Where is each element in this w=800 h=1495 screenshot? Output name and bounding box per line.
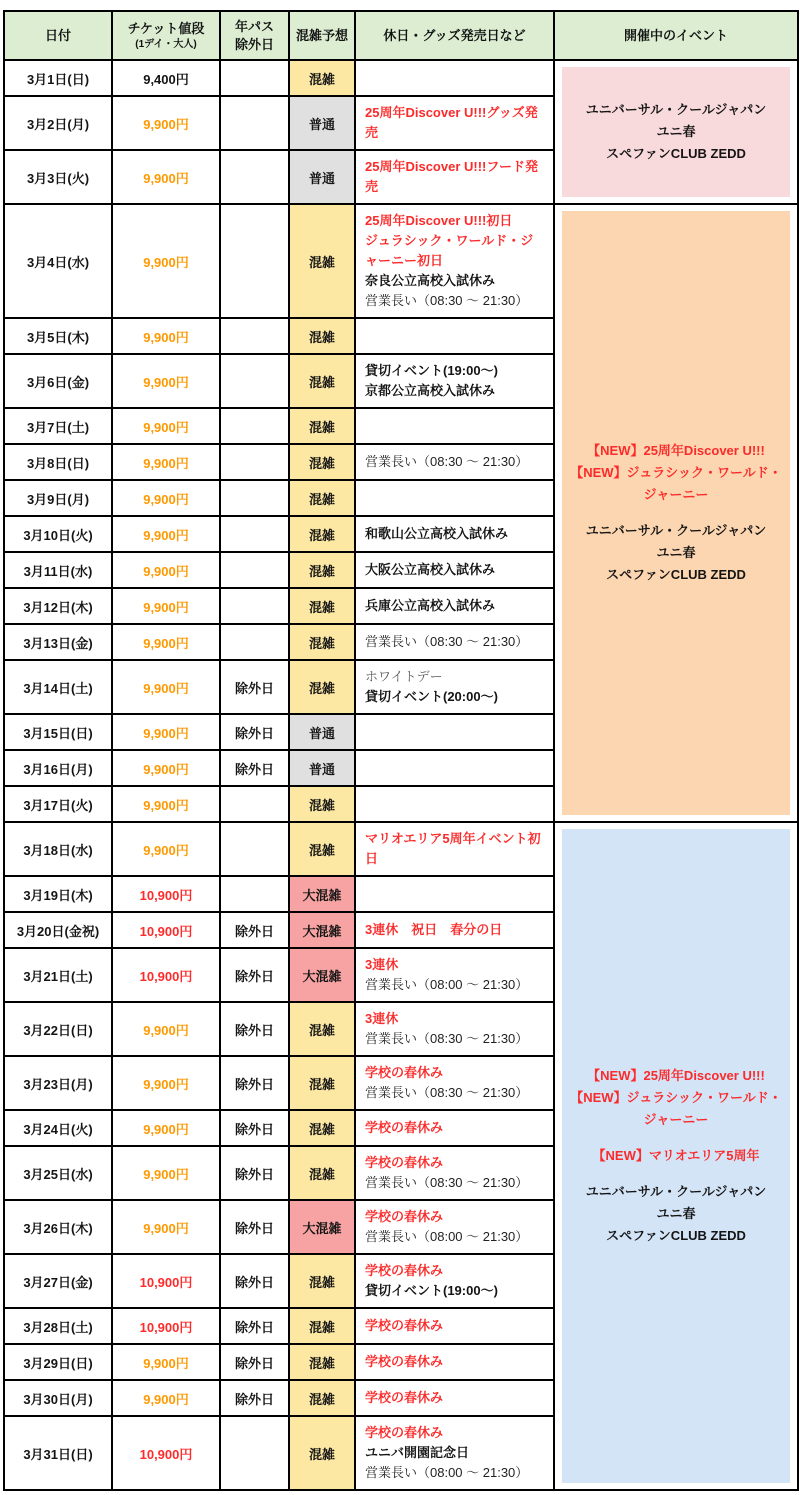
note-line: 学校の春休み: [365, 1354, 444, 1370]
price-cell: 9,900円: [112, 444, 220, 480]
crowd-forecast-cell: 混雑: [289, 354, 355, 408]
col-header-annual-pass-line1: 年パス: [234, 19, 274, 34]
notes-cell: [355, 96, 554, 150]
date-cell: 3月14日(土): [4, 660, 112, 714]
notes-cell: [355, 150, 554, 204]
crowd-forecast-cell: 混雑: [289, 60, 355, 96]
note-line: マリオエリア5周年イベント初日: [365, 831, 541, 867]
notes-cell: [355, 408, 554, 444]
col-header-price-main: チケット値段: [127, 21, 205, 37]
price-cell: 9,900円: [112, 318, 220, 354]
annual-pass-exclusion-cell: [220, 408, 289, 444]
event-block: [562, 829, 790, 1483]
price-cell: 10,900円: [112, 912, 220, 948]
crowd-forecast-cell: 混雑: [289, 1380, 355, 1416]
price-cell: 9,900円: [112, 588, 220, 624]
note-line: 貸切イベント(20:00～): [365, 689, 498, 705]
crowd-forecast-cell: 混雑: [289, 1146, 355, 1200]
note-line: 営業長い（08:00 ～ 21:30）: [365, 1465, 529, 1481]
price-cell: 9,900円: [112, 624, 220, 660]
notes-cell: [355, 552, 554, 588]
price-cell: 10,900円: [112, 876, 220, 912]
date-cell: 3月12日(木): [4, 588, 112, 624]
crowd-forecast-cell: 混雑: [289, 660, 355, 714]
event-line: スペファンCLUB ZEDD: [606, 1228, 746, 1244]
annual-pass-exclusion-cell: [220, 150, 289, 204]
price-cell: 9,900円: [112, 1002, 220, 1056]
date-cell: 3月7日(土): [4, 408, 112, 444]
date-cell: 3月10日(火): [4, 516, 112, 552]
price-cell: 10,900円: [112, 1254, 220, 1308]
date-cell: 3月18日(水): [4, 822, 112, 876]
crowd-forecast-cell: 普通: [289, 150, 355, 204]
annual-pass-exclusion-cell: 除外日: [220, 1200, 289, 1254]
date-cell: 3月30日(月): [4, 1380, 112, 1416]
event-line: 【NEW】マリオエリア5周年: [592, 1148, 760, 1164]
notes-cell: [355, 786, 554, 822]
col-header-annual-pass-line2: 除外日: [234, 36, 274, 52]
note-line: 京都公立高校入試休み: [365, 383, 496, 399]
note-line: 貸切イベント(19:00～): [365, 363, 498, 379]
date-cell: 3月31日(日): [4, 1416, 112, 1490]
crowd-forecast-cell: 混雑: [289, 318, 355, 354]
crowd-forecast-cell: 混雑: [289, 204, 355, 318]
annual-pass-exclusion-cell: 除外日: [220, 750, 289, 786]
notes-cell: [355, 1416, 554, 1490]
note-line: 学校の春休み: [365, 1120, 444, 1136]
annual-pass-exclusion-cell: 除外日: [220, 1056, 289, 1110]
price-cell: 9,900円: [112, 150, 220, 204]
note-line: 貸切イベント(19:00～): [365, 1283, 498, 1299]
annual-pass-exclusion-cell: [220, 552, 289, 588]
price-cell: 9,900円: [112, 552, 220, 588]
price-cell: 9,900円: [112, 96, 220, 150]
note-line: 学校の春休み: [365, 1425, 444, 1441]
event-block: [562, 67, 790, 197]
date-cell: 3月13日(金): [4, 624, 112, 660]
annual-pass-exclusion-cell: [220, 876, 289, 912]
note-line: 学校の春休み: [365, 1155, 444, 1171]
notes-cell: [355, 1200, 554, 1254]
date-cell: 3月22日(日): [4, 1002, 112, 1056]
annual-pass-exclusion-cell: 除外日: [220, 1110, 289, 1146]
annual-pass-exclusion-cell: [220, 786, 289, 822]
date-cell: 3月29日(日): [4, 1344, 112, 1380]
date-cell: 3月26日(木): [4, 1200, 112, 1254]
crowd-forecast-cell: 混雑: [289, 1416, 355, 1490]
event-line: 【NEW】ジュラシック・ワールド・ジャーニー: [570, 1090, 782, 1128]
note-line: 営業長い（08:30 ～ 21:30）: [365, 1175, 529, 1191]
col-header-date: 日付: [4, 11, 112, 60]
annual-pass-exclusion-cell: 除外日: [220, 912, 289, 948]
note-line: 学校の春休み: [365, 1209, 444, 1225]
crowd-forecast-cell: 混雑: [289, 624, 355, 660]
crowd-forecast-cell: 混雑: [289, 1002, 355, 1056]
notes-cell: [355, 876, 554, 912]
annual-pass-exclusion-cell: [220, 204, 289, 318]
price-cell: 9,900円: [112, 480, 220, 516]
event-block: [562, 211, 790, 815]
col-header-annual-pass: [220, 11, 289, 60]
note-line: 学校の春休み: [365, 1065, 444, 1081]
notes-cell: [355, 624, 554, 660]
price-cell: 9,900円: [112, 1200, 220, 1254]
date-cell: 3月8日(日): [4, 444, 112, 480]
date-cell: 3月16日(月): [4, 750, 112, 786]
note-line: 営業長い（08:30 ～ 21:30）: [365, 634, 529, 650]
price-cell: 9,900円: [112, 516, 220, 552]
date-cell: 3月21日(土): [4, 948, 112, 1002]
notes-cell: [355, 1344, 554, 1380]
note-line: 25周年Discover U!!!初日: [365, 213, 513, 229]
col-header-notes: 休日・グッズ発売日など: [355, 11, 554, 60]
date-cell: 3月15日(日): [4, 714, 112, 750]
date-cell: 3月24日(火): [4, 1110, 112, 1146]
price-cell: 9,900円: [112, 750, 220, 786]
crowd-forecast-cell: 混雑: [289, 588, 355, 624]
event-line: ユニ春: [656, 1206, 696, 1222]
crowd-forecast-cell: 大混雑: [289, 912, 355, 948]
event-line: スペファンCLUB ZEDD: [606, 567, 746, 583]
note-line: 3連休: [365, 1011, 399, 1027]
notes-cell: [355, 948, 554, 1002]
note-line: 営業長い（08:30 ～ 21:30）: [365, 293, 529, 309]
notes-cell: [355, 1380, 554, 1416]
annual-pass-exclusion-cell: 除外日: [220, 948, 289, 1002]
col-header-crowd: 混雑予想: [289, 11, 355, 60]
price-cell: 9,900円: [112, 1344, 220, 1380]
note-line: 和歌山公立高校入試休み: [365, 526, 509, 542]
note-line: ホワイトデー: [365, 669, 443, 685]
notes-cell: [355, 1110, 554, 1146]
schedule-table-body: [4, 60, 798, 1490]
event-line: ユニ春: [656, 545, 696, 561]
price-cell: 10,900円: [112, 1416, 220, 1490]
price-cell: 9,900円: [112, 822, 220, 876]
event-line: ユニバーサル・クールジャパン: [585, 102, 767, 118]
date-cell: 3月28日(土): [4, 1308, 112, 1344]
notes-cell: [355, 588, 554, 624]
date-cell: 3月25日(水): [4, 1146, 112, 1200]
price-cell: 9,900円: [112, 714, 220, 750]
annual-pass-exclusion-cell: [220, 96, 289, 150]
event-line: ユニバーサル・クールジャパン: [585, 523, 767, 539]
note-line: 営業長い（08:30 ～ 21:30）: [365, 1085, 529, 1101]
note-line: 学校の春休み: [365, 1390, 444, 1406]
annual-pass-exclusion-cell: 除外日: [220, 1002, 289, 1056]
date-cell: 3月1日(日): [4, 60, 112, 96]
annual-pass-exclusion-cell: [220, 318, 289, 354]
notes-cell: [355, 444, 554, 480]
price-cell: 9,900円: [112, 354, 220, 408]
annual-pass-exclusion-cell: [220, 60, 289, 96]
note-line: 営業長い（08:30 ～ 21:30）: [365, 454, 529, 470]
event-line: スペファンCLUB ZEDD: [606, 146, 746, 162]
events-cell: [554, 204, 798, 822]
note-line: 営業長い（08:30 ～ 21:30）: [365, 1031, 529, 1047]
crowd-forecast-cell: 大混雑: [289, 1200, 355, 1254]
header-row: [4, 11, 798, 60]
date-cell: 3月17日(火): [4, 786, 112, 822]
events-cell: [554, 822, 798, 1490]
crowd-calendar-table: [3, 10, 799, 1491]
note-line: 奈良公立高校入試休み: [365, 273, 496, 289]
date-cell: 3月9日(月): [4, 480, 112, 516]
annual-pass-exclusion-cell: 除外日: [220, 660, 289, 714]
notes-cell: [355, 714, 554, 750]
crowd-forecast-cell: 混雑: [289, 552, 355, 588]
notes-cell: [355, 1146, 554, 1200]
notes-cell: [355, 60, 554, 96]
annual-pass-exclusion-cell: [220, 1416, 289, 1490]
event-line: 【NEW】25周年Discover U!!!: [587, 443, 765, 459]
note-line: 3連休: [365, 957, 399, 973]
date-cell: 3月2日(月): [4, 96, 112, 150]
notes-cell: [355, 750, 554, 786]
events-cell: [554, 60, 798, 204]
annual-pass-exclusion-cell: [220, 822, 289, 876]
note-line: 学校の春休み: [365, 1263, 444, 1279]
note-line: 営業長い（08:00 ～ 21:30）: [365, 977, 529, 993]
col-header-price-sub: (1デイ・大人): [135, 38, 197, 50]
crowd-forecast-cell: 混雑: [289, 516, 355, 552]
col-header-price: [112, 11, 220, 60]
note-line: 3連休 祝日 春分の日: [365, 922, 503, 938]
notes-cell: [355, 1002, 554, 1056]
date-cell: 3月3日(火): [4, 150, 112, 204]
annual-pass-exclusion-cell: [220, 444, 289, 480]
date-cell: 3月19日(木): [4, 876, 112, 912]
note-line: 営業長い（08:00 ～ 21:30）: [365, 1229, 529, 1245]
crowd-forecast-cell: 混雑: [289, 444, 355, 480]
crowd-forecast-cell: 普通: [289, 96, 355, 150]
annual-pass-exclusion-cell: [220, 588, 289, 624]
notes-cell: [355, 1254, 554, 1308]
event-line: 【NEW】25周年Discover U!!!: [587, 1068, 765, 1084]
col-header-events: 開催中のイベント: [554, 11, 798, 60]
notes-cell: [355, 1308, 554, 1344]
annual-pass-exclusion-cell: 除外日: [220, 1254, 289, 1308]
date-cell: 3月23日(月): [4, 1056, 112, 1110]
annual-pass-exclusion-cell: [220, 480, 289, 516]
date-cell: 3月27日(金): [4, 1254, 112, 1308]
crowd-forecast-cell: 混雑: [289, 480, 355, 516]
notes-cell: [355, 1056, 554, 1110]
price-cell: 9,900円: [112, 660, 220, 714]
note-line: 25周年Discover U!!!フード発売: [365, 159, 538, 195]
date-cell: 3月5日(木): [4, 318, 112, 354]
schedule-row: [4, 822, 798, 876]
annual-pass-exclusion-cell: [220, 354, 289, 408]
crowd-forecast-cell: 普通: [289, 750, 355, 786]
note-line: 兵庫公立高校入試休み: [365, 598, 496, 614]
notes-cell: [355, 516, 554, 552]
annual-pass-exclusion-cell: 除外日: [220, 1146, 289, 1200]
annual-pass-exclusion-cell: [220, 624, 289, 660]
crowd-forecast-cell: 大混雑: [289, 876, 355, 912]
note-line: 学校の春休み: [365, 1318, 444, 1334]
date-cell: 3月20日(金祝): [4, 912, 112, 948]
price-cell: 9,900円: [112, 204, 220, 318]
notes-cell: [355, 912, 554, 948]
note-line: ユニバ開園記念日: [365, 1445, 470, 1461]
price-cell: 9,900円: [112, 786, 220, 822]
notes-cell: [355, 354, 554, 408]
crowd-forecast-cell: 混雑: [289, 408, 355, 444]
crowd-forecast-cell: 混雑: [289, 786, 355, 822]
date-cell: 3月6日(金): [4, 354, 112, 408]
annual-pass-exclusion-cell: [220, 516, 289, 552]
price-cell: 9,900円: [112, 1110, 220, 1146]
schedule-row: [4, 60, 798, 96]
notes-cell: [355, 480, 554, 516]
crowd-forecast-cell: 混雑: [289, 1344, 355, 1380]
price-cell: 9,400円: [112, 60, 220, 96]
notes-cell: [355, 204, 554, 318]
crowd-forecast-cell: 普通: [289, 714, 355, 750]
annual-pass-exclusion-cell: 除外日: [220, 1308, 289, 1344]
date-cell: 3月4日(水): [4, 204, 112, 318]
date-cell: 3月11日(水): [4, 552, 112, 588]
note-line: ジュラシック・ワールド・ジャーニー初日: [365, 233, 534, 269]
notes-cell: [355, 660, 554, 714]
crowd-forecast-cell: 大混雑: [289, 948, 355, 1002]
note-line: 大阪公立高校入試休み: [365, 562, 496, 578]
annual-pass-exclusion-cell: 除外日: [220, 1380, 289, 1416]
note-line: 25周年Discover U!!!グッズ発売: [365, 105, 538, 141]
crowd-forecast-cell: 混雑: [289, 822, 355, 876]
price-cell: 10,900円: [112, 948, 220, 1002]
event-line: ユニ春: [656, 124, 696, 140]
crowd-forecast-cell: 混雑: [289, 1308, 355, 1344]
event-line: ユニバーサル・クールジャパン: [585, 1184, 767, 1200]
crowd-forecast-cell: 混雑: [289, 1110, 355, 1146]
price-cell: 9,900円: [112, 1146, 220, 1200]
annual-pass-exclusion-cell: 除外日: [220, 714, 289, 750]
price-cell: 9,900円: [112, 1056, 220, 1110]
price-cell: 10,900円: [112, 1308, 220, 1344]
annual-pass-exclusion-cell: 除外日: [220, 1344, 289, 1380]
notes-cell: [355, 318, 554, 354]
crowd-forecast-cell: 混雑: [289, 1254, 355, 1308]
event-line: 【NEW】ジュラシック・ワールド・ジャーニー: [570, 465, 782, 503]
schedule-row: [4, 204, 798, 318]
price-cell: 9,900円: [112, 1380, 220, 1416]
crowd-forecast-cell: 混雑: [289, 1056, 355, 1110]
price-cell: 9,900円: [112, 408, 220, 444]
notes-cell: [355, 822, 554, 876]
